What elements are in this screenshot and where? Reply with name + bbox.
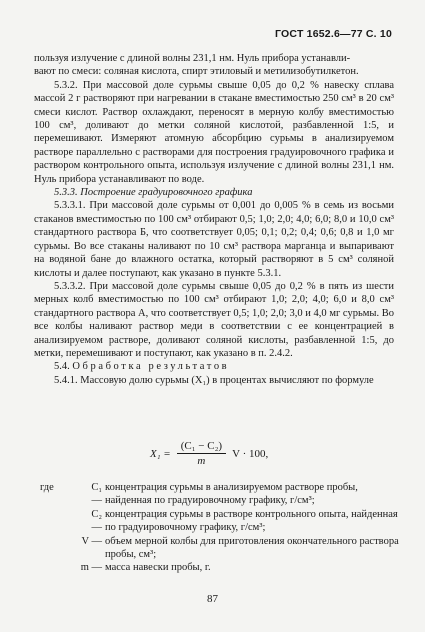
section-heading-5-4	[34, 360, 394, 373]
definition-text: масса навески пробы, г.	[105, 562, 211, 574]
subheading-5-3-3: 5.3.3. Построение градуировочного графика	[54, 187, 253, 199]
definition-symbol: C₂ —	[91, 508, 102, 534]
definition-symbol: C₁ —	[91, 482, 102, 507]
page-number: 87	[207, 593, 218, 605]
formula-lhs: X₁ =	[150, 447, 171, 460]
definition-row	[40, 535, 400, 562]
document-body	[34, 52, 394, 387]
paragraph-5-4-1: 5.4.1. Массовую долю сурьмы (X₁) в процентах вычисляют по формуле	[54, 374, 374, 386]
definition-row	[40, 481, 400, 508]
definition-symbol: V —	[81, 535, 102, 547]
paragraph-continuation-line1: пользуя излучение с длиной волны 231,1 нм. Нуль прибора устанавли-	[34, 53, 351, 64]
formula-rhs: V · 100,	[232, 447, 269, 460]
paragraph-5-3-3-1: 5.3.3.1. При массовой доле сурьмы от 0,001 до 0,005 % в семь из восьми стаканов вместимостью по 100 см³ отбирают 0,5; 1,0; 2,0; 4,0; 6,0; 8,0 и 10,0 см³ стандартного раствора Б, что соответствует 0,05; 0,1; 0,2; 0,4; 0,6; 0,8 и 1,0 мг сурьмы. Во все стаканы наливают по 10 см³ раствора марганца и выпаривают на водяной бане до влажного остатка, который растворяют в 5 см³ соляной кислоты и далее поступают, как указано в пункте 5.3.1.	[34, 200, 394, 279]
formula-numerator: (C₁ − C₂)	[177, 440, 226, 454]
definition-row	[40, 508, 400, 535]
paragraph-continuation-line2: вают по смеси: соляная кислота, спирт этиловый и метилизобутилкетон.	[34, 66, 359, 78]
formula-denominator: m	[197, 455, 206, 467]
definition-symbol: m —	[80, 562, 102, 574]
page-header: ГОСТ 1652.6—77 С. 10	[275, 28, 392, 40]
where-label: где	[40, 482, 54, 493]
paragraph-5-3-3-2: 5.3.3.2. При массовой доле сурьмы свыше 0,05 до 0,2 % в пять из шести мерных колб вместимостью по 100 см³ отбирают 1,0; 2,0; 4,0; 6,0 и 8,0 см³ стандартного раствора А, что соответствует 0,5; 1,0; 2,0; 3,0 и 4,0 мг сурьмы. Во все колбы наливают раствор меди в соответствии с ее концентрацией в анализируемом растворе, доливают соляной кислоты, разбавленной 1:5, до метки, перемешивают и поступают, как указано в п. 2.4.2.	[34, 280, 394, 359]
formula	[150, 440, 268, 467]
definition-row	[40, 561, 400, 574]
definition-text: объем мерной колбы для приготовления окончательного раствора пробы, см³;	[105, 535, 399, 561]
paragraph-5-3-2: 5.3.2. При массовой доле сурьмы свыше 0,05 до 0,2 % навеску сплава массой 2 г растворяют при нагревании в стакане вместимостью 250 см³ в 20 см³ смеси кислот. Раствор охлаждают, переносят в мерную колбу вместимостью 100 см³, доливают до метки соляной кислотой, разбавленной 1:5, и перемешивают. Измеряют атомную абсорбцию сурьмы в анализируемом растворе параллельно с растворами для построения градуировочного графика и раствором контрольного опыта, используя излучение с длиной волны 231,1 нм. Нуль прибора устанавливают по воде.	[34, 79, 394, 185]
section-title: Обработка результатов	[72, 361, 230, 373]
definitions	[40, 481, 400, 575]
formula-fraction	[177, 440, 226, 467]
definition-text: концентрация сурьмы в растворе контрольного опыта, найденная по градуировочному графику, г/см³;	[105, 508, 398, 534]
definition-text: концентрация сурьмы в анализируемом растворе пробы, найденная по градуировочному графику, г/см³;	[105, 482, 358, 507]
section-number: 5.4.	[54, 361, 70, 373]
